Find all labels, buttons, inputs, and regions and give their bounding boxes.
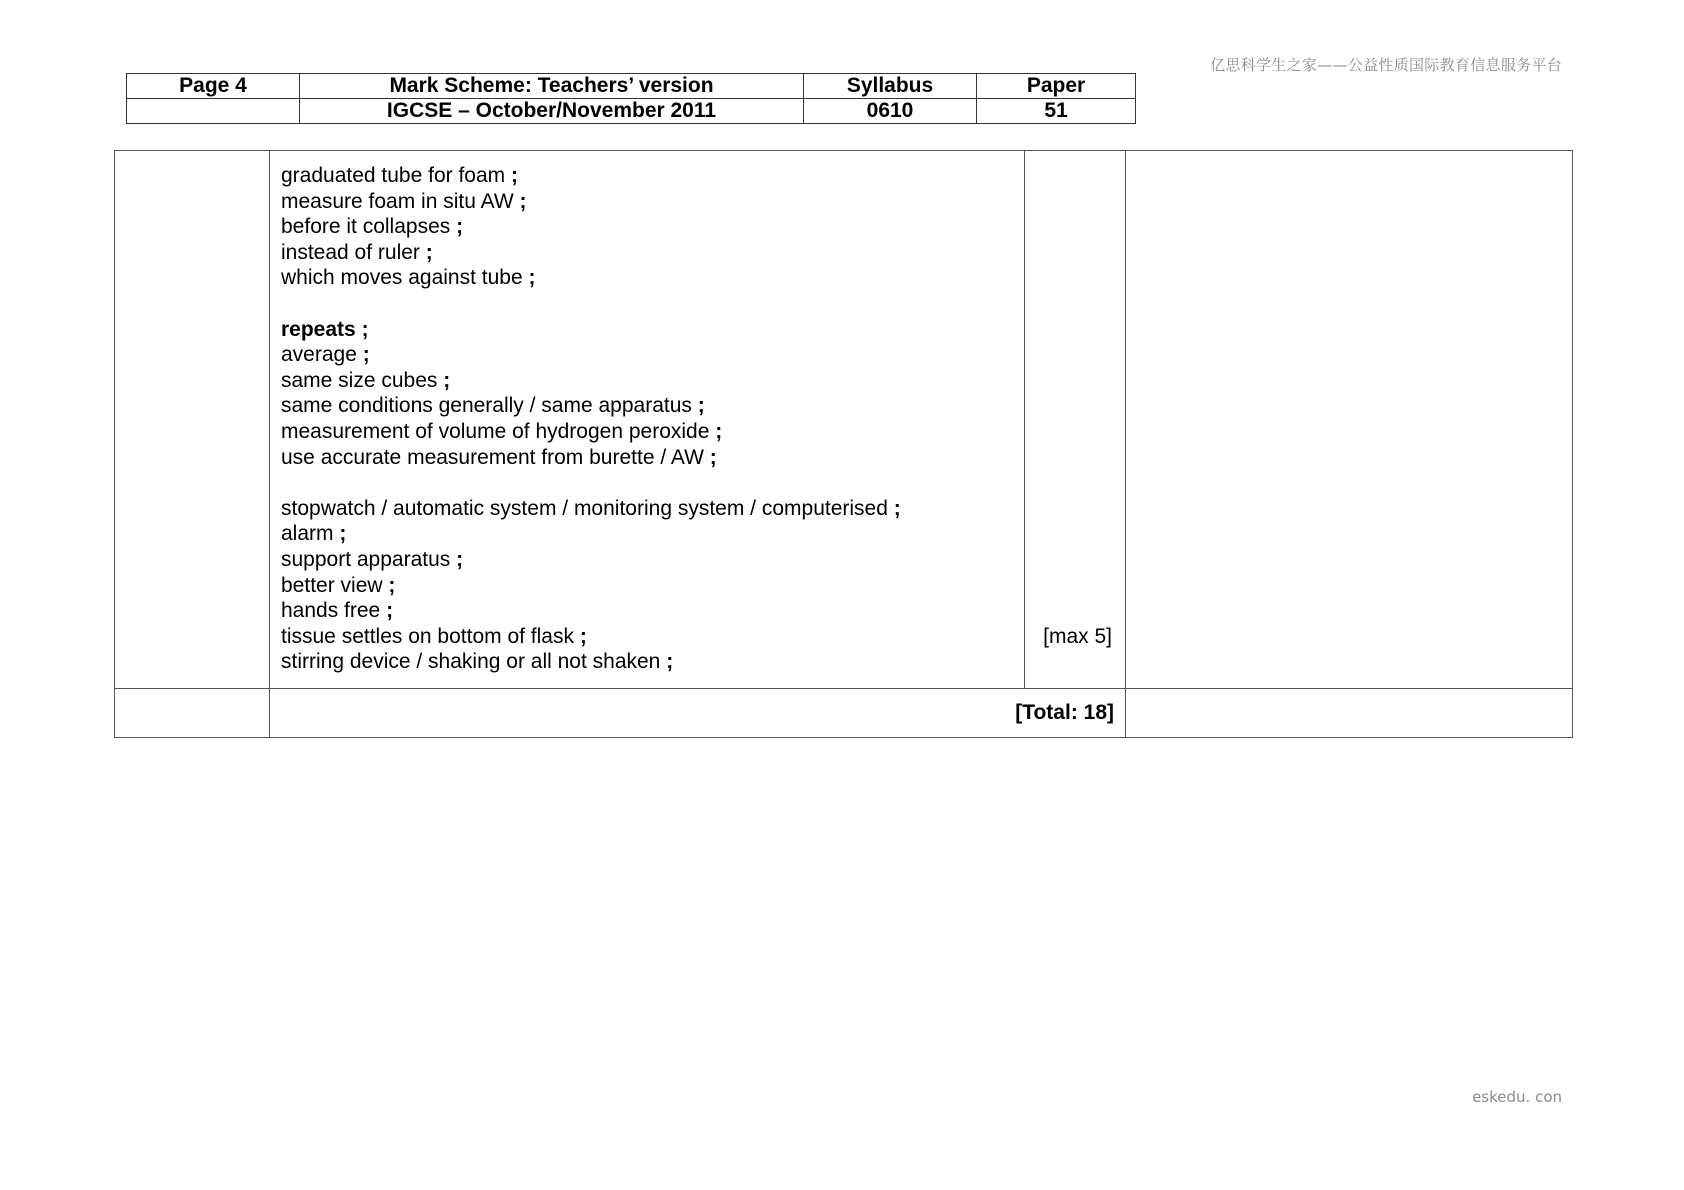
page-number: Page 4 (127, 74, 300, 99)
empty-cell (127, 99, 300, 124)
answer-line: same size cubes ; (281, 368, 451, 392)
exam-session: IGCSE – October/November 2011 (300, 99, 804, 124)
answer-line: average ; (281, 343, 370, 367)
answer-line: alarm ; (281, 522, 347, 546)
answer-row (115, 151, 1573, 689)
answer-line: measurement of volume of hydrogen peroxide ; (281, 419, 723, 443)
answer-line: graduated tube for foam ; (281, 164, 518, 187)
mark-scheme-table (114, 150, 1573, 738)
answer-line: better view ; (281, 573, 396, 597)
syllabus-code: 0610 (804, 99, 977, 124)
answer-cell (270, 151, 1025, 689)
answer-line: same conditions generally / same apparatus ; (281, 394, 705, 418)
answer-group-3 (281, 496, 1014, 675)
answer-line: use accurate measurement from burette / AW ; (281, 445, 717, 469)
answer-line: support apparatus ; (281, 547, 464, 571)
answer-line: stirring device / shaking or all not shaken ; (281, 650, 674, 674)
answer-line: tissue settles on bottom of flask ; (281, 624, 587, 648)
syllabus-label: Syllabus (804, 74, 977, 99)
total-row (115, 689, 1573, 738)
answer-line: which moves against tube ; (281, 266, 536, 290)
marks-cell (1025, 151, 1126, 689)
max-marks: [max 5] (1043, 625, 1112, 648)
answer-line: instead of ruler ; (281, 240, 433, 264)
watermark-bottom: eskedu. con (1472, 1088, 1562, 1106)
watermark-top: 亿思科学生之家——公益性质国际教育信息服务平台 (1210, 56, 1562, 74)
answer-line: hands free ; (281, 599, 394, 623)
document-title: Mark Scheme: Teachers’ version (300, 74, 804, 99)
header-table (126, 73, 1136, 124)
guidance-cell (1126, 689, 1573, 738)
question-cell (115, 151, 270, 689)
guidance-cell (1126, 151, 1573, 689)
answer-line: stopwatch / automatic system / monitoring system / computerised ; (281, 496, 901, 520)
answer-heading: repeats ; (281, 317, 369, 341)
total-marks: [Total: 18] (270, 689, 1126, 738)
paper-label: Paper (977, 74, 1136, 99)
answer-group-2 (281, 317, 1014, 471)
answer-line: before it collapses ; (281, 215, 464, 239)
header-row (127, 74, 1136, 99)
header-row (127, 99, 1136, 124)
question-cell (115, 689, 270, 738)
answer-group-1 (281, 163, 1014, 291)
answer-line: measure foam in situ AW ; (281, 189, 527, 213)
paper-number: 51 (977, 99, 1136, 124)
